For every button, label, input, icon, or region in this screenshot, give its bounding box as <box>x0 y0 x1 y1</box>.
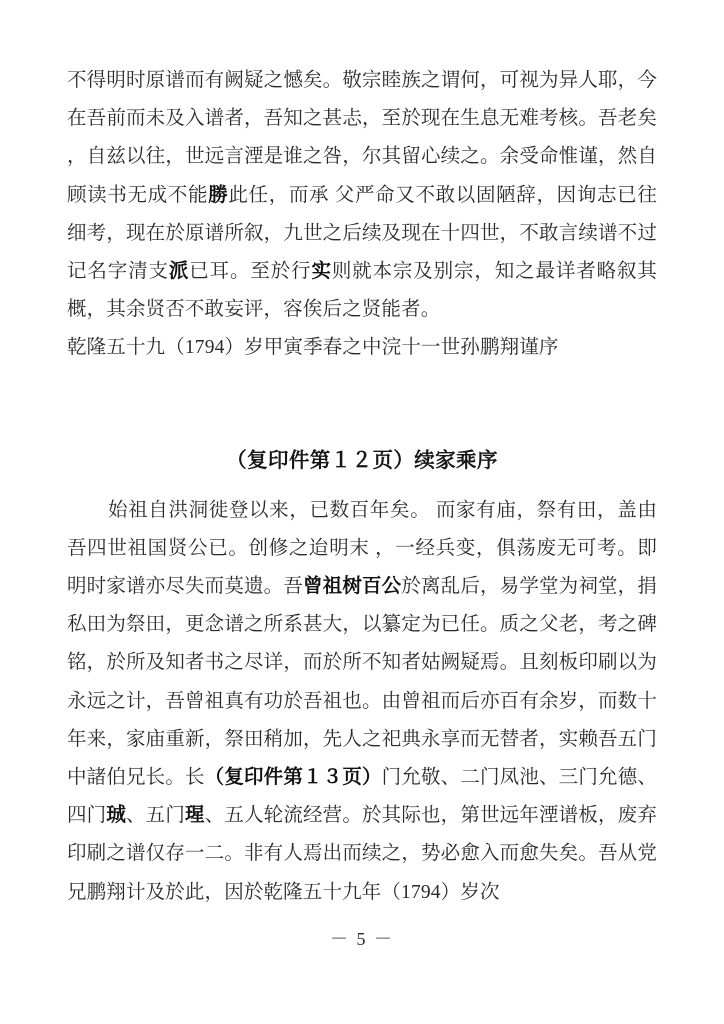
emphasized-text: 勝 <box>208 184 229 206</box>
emphasized-text: 曾祖树百公 <box>303 576 402 598</box>
emphasized-text: 派 <box>168 261 190 283</box>
section-heading: （复印件第１２页）续家乘序 <box>226 449 498 472</box>
emphasized-text: 珹 <box>106 805 127 827</box>
emphasized-text: 实 <box>311 261 332 283</box>
heading-top-spacer <box>67 368 657 442</box>
page-content <box>67 62 657 912</box>
preface-closing-paragraph: 不得明时原谱而有阙疑之憾矣。敬宗睦族之谓何，可视为异人耶，今在吾前而未及入谱者，吾知之甚忐，至於现在生息无难考核。吾老矣 ，自兹以往，世远言湮是谁之咎，尔其留心续之。余受命惟谨，然自顾读书无成不能勝此任，而承 父严命又不敢以固陋辞，因询志已往细考，现在於原谱所叙，九世之后续及现在十四世，不敢言续谱不过记名字清支派已耳。至於行实则就本宗及别宗，知之最详者略叙其概，其余贤否不敢妄评，容俟后之贤能者。 <box>67 70 657 321</box>
page-number-footer: － 5 － <box>330 929 394 949</box>
preface-signature-line: 乾隆五十九（1794）岁甲寅季春之中浣十一世孙鹏翔谨序 <box>67 337 559 359</box>
emphasized-text: 瑆 <box>185 805 205 827</box>
heading-bottom-spacer <box>67 480 657 492</box>
emphasized-text: （复印件第１３页） <box>204 767 382 789</box>
section-body-paragraph: 始祖自洪洞徙登以来，已数百年矣。 而家有庙，祭有田，盖由吾四世祖国贤公已。创修之迨明末 ，一经兵变，俱荡废无可考。即明时家谱亦尽失而莫遗。吾曾祖树百公於离乱后，易学堂为祠堂，捐私田为祭田，更念谱之所系甚大，以纂定为已任。质之父老，考之碑铭，於所及知者书之尽详，而於所不知者姑阙疑焉。且刻板印刷以为永远之计，吾曾祖真有功於吾祖也。由曾祖而后亦百有余岁，而数十年来，家庙重新，祭田稍加，先人之祀典永享而无替者，实赖吾五门中諸伯兄长。长（复印件第１３页）门允敬、二门凤池、三门允德、四门珹、五门瑆、五人轮流经营。於其际也，第世远年湮谱板，废弃印刷之谱仅存一二。非有人焉出而续之，势必愈入而愈失矣。吾从党兄鹏翔计及於此，因於乾隆五十九年（1794）岁次 <box>67 499 657 903</box>
